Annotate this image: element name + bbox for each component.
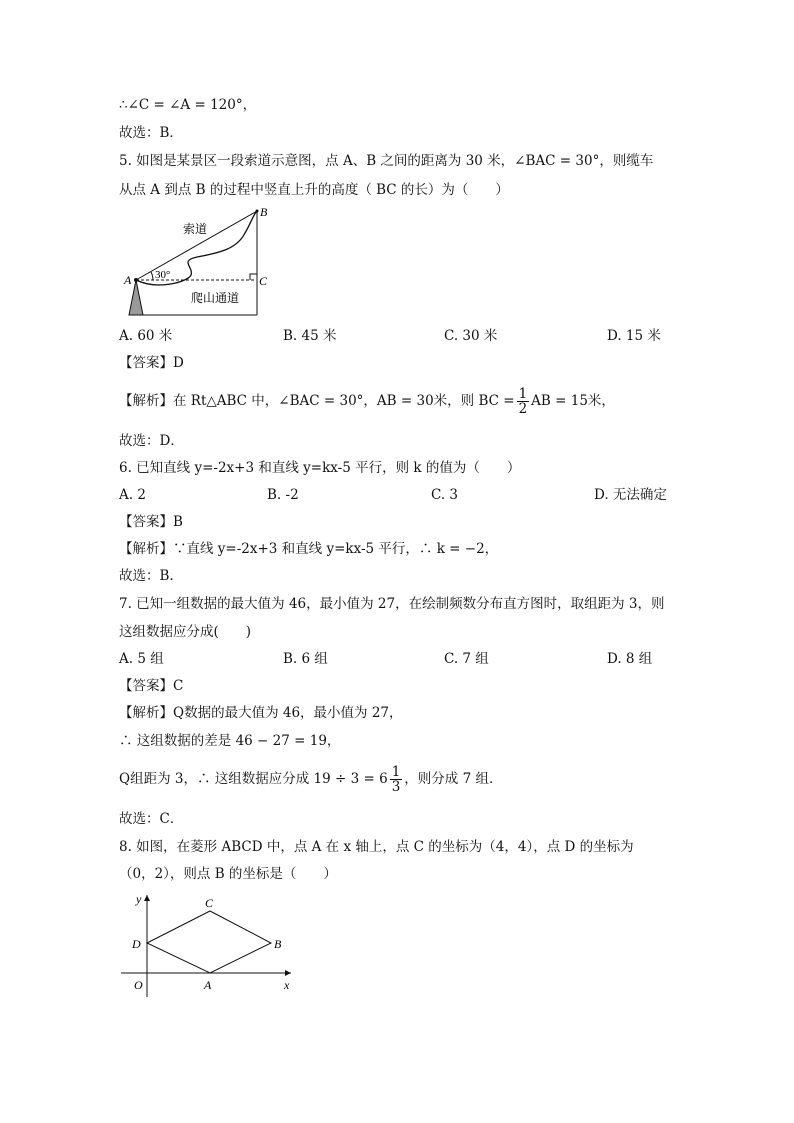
label-C: C bbox=[259, 274, 268, 288]
explanation: ∴ 这组数据的差是 46 − 27 = 19， bbox=[119, 733, 341, 749]
rhombus-diagram bbox=[119, 889, 299, 999]
label-B: B bbox=[274, 937, 282, 951]
option-b: B. 45 米 bbox=[283, 328, 337, 344]
explanation bbox=[119, 762, 502, 796]
question-6: 6. 已知直线 y=-2x+3 和直线 y=kx-5 平行，则 k 的值为（ ） bbox=[119, 460, 521, 476]
option-a: A. 5 组 bbox=[119, 651, 164, 667]
question-7-cont: 这组数据应分成( ) bbox=[119, 624, 252, 640]
choose-line: 故选：B. bbox=[119, 568, 174, 584]
choose-line: 故选：C． bbox=[119, 811, 184, 827]
explanation bbox=[119, 384, 615, 418]
text-line: 故选：B． bbox=[119, 125, 183, 141]
fraction-denominator: 3 bbox=[391, 779, 401, 795]
option-d: D. 15 米 bbox=[607, 328, 661, 344]
explanation: 【解析】∵直线 y=-2x+3 和直线 y=kx-5 平行，∴ k = −2， bbox=[119, 541, 499, 557]
option-a: A. 2 bbox=[119, 487, 146, 503]
question-8-cont: （0，2），则点 B 的坐标是（ ） bbox=[119, 866, 337, 882]
option-b: B. 6 组 bbox=[283, 651, 328, 667]
angle-label: 30° bbox=[155, 269, 171, 281]
option-c: C. 3 bbox=[431, 487, 459, 503]
text-line: ∴∠C = ∠A = 120°， bbox=[119, 97, 257, 113]
explanation-text: AB = 15米， bbox=[531, 393, 615, 409]
explanation-text: ，则分成 7 组． bbox=[404, 771, 503, 787]
label-D: D bbox=[132, 937, 141, 951]
axis-x-label: x bbox=[284, 978, 290, 992]
question-5-cont: 从点 A 到点 B 的过程中竖直上升的高度（ BC 的长）为（ ） bbox=[119, 182, 509, 198]
explanation: 【解析】Q数据的最大值为 46，最小值为 27， bbox=[119, 705, 403, 721]
explanation-text: 【解析】在 Rt△ABC 中，∠BAC = 30°，AB = 30米，则 BC = bbox=[119, 393, 515, 409]
fraction-denominator: 2 bbox=[518, 401, 528, 417]
fraction-numerator: 1 bbox=[391, 764, 401, 780]
label-C: C bbox=[205, 896, 214, 910]
option-c: C. 30 米 bbox=[444, 328, 498, 344]
question-8: 8. 如图，在菱形 ABCD 中，点 A 在 x 轴上，点 C 的坐标为（4，4），点 D 的坐标为 bbox=[119, 839, 634, 855]
option-b: B. -2 bbox=[267, 487, 299, 503]
answer: 【答案】D bbox=[119, 355, 184, 371]
question-5: 5. 如图是某景区一段索道示意图，点 A、B 之间的距离为 30 米，∠BAC = 30°，则缆车 bbox=[119, 153, 654, 169]
option-d: D. 无法确定 bbox=[594, 487, 667, 503]
option-d: D. 8 组 bbox=[607, 651, 653, 667]
fraction-numerator: 1 bbox=[518, 386, 528, 402]
answer: 【答案】C bbox=[119, 678, 184, 694]
label-A: A bbox=[204, 978, 212, 992]
label-B: B bbox=[260, 205, 268, 219]
option-c: C. 7 组 bbox=[444, 651, 489, 667]
choose-line: 故选：D． bbox=[119, 433, 184, 449]
fraction bbox=[517, 387, 530, 416]
cable-diagram bbox=[119, 203, 279, 321]
question-7: 7. 已知一组数据的最大值为 46，最小值为 27，在绘制频数分布直方图时，取组距为 3，则 bbox=[119, 596, 665, 612]
cable-label: 索道 bbox=[183, 222, 208, 236]
option-a: A. 60 米 bbox=[119, 328, 173, 344]
axis-y-label: y bbox=[136, 892, 142, 906]
explanation-text: Q组距为 3，∴ 这组数据应分成 19 ÷ 3 = 6 bbox=[119, 771, 388, 787]
label-A: A bbox=[124, 273, 132, 287]
trail-label: 爬山通道 bbox=[191, 291, 240, 305]
fraction bbox=[390, 765, 403, 794]
origin-label: O bbox=[134, 978, 143, 992]
answer: 【答案】B bbox=[119, 514, 183, 530]
